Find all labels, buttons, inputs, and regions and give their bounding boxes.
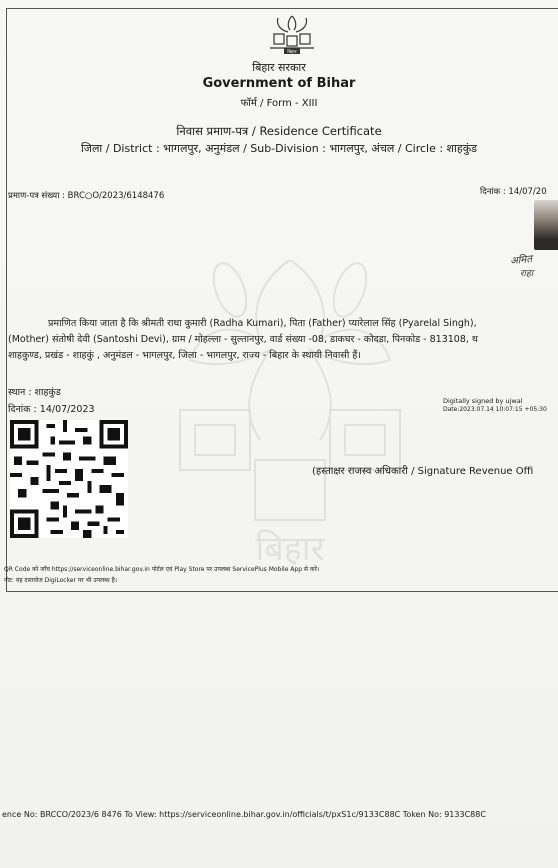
place-of-issue: स्थान : शाहकुंड (8, 387, 61, 398)
form-number: फॉर्म / Form - XIII (240, 98, 318, 109)
bihar-emblem-icon (268, 12, 316, 56)
bihar-watermark-icon (160, 240, 420, 580)
issue-date: दिनांक : 14/07/2023 (8, 404, 95, 415)
applicant-photo (534, 200, 558, 250)
body-line-1: प्रमाणित किया जाता है कि श्रीमती राधा कुमारी (Radha Kumari), पिता (Father) प्यारेलाल सिंह (Pyarelal Singh), (48, 318, 477, 329)
reference-footer: ence No: BRCCO/2023/6 8476 To View: https://serviceonline.bihar.gov.in/officials/t/pxS1c/9133C88C Token No: 9133C88C (2, 810, 486, 819)
watermark-label: बिहार (255, 529, 325, 569)
certificate-number: प्रमाण-पत्र संख्या : BRC○O/2023/6148476 (8, 191, 165, 201)
applicant-signature-2: राहा (520, 269, 534, 279)
certificate-date: दिनांक : 14/07/20 (480, 187, 547, 197)
body-line-3: शाहकुण्ड, प्रखंड - शाहकुं , अनुमंडल - भागलपुर, जिला - भागलपुर, राज्य - बिहार के स्थायी निवासी हैं। (8, 350, 361, 361)
district-line: जिला / District : भागलपुर, अनुमंडल / Sub-Division : भागलपुर, अंचल / Circle : शाहकुंड (80, 142, 478, 155)
applicant-signature-1: अमित (509, 253, 533, 268)
body-line-2: (Mother) संतोषी देवी (Santoshi Devi), ग्राम / मोहल्ला - सुल्तानपुर, वार्ड संख्या -08, डाकघर - कोदडा, पिनकोड - 813108, थ (8, 334, 479, 345)
header-hindi: बिहार सरकार (252, 61, 306, 74)
digital-signature-date: Date:2023.07.14 10:07:15 +05:30 (443, 406, 547, 413)
header-government: Government of Bihar (202, 76, 356, 91)
qr-code-icon (10, 420, 128, 538)
digital-signature-name: Digitally signed by ujwal (443, 397, 523, 405)
emblem-label: बिहार (287, 50, 297, 55)
digilocker-note: नोट: यह दस्तावेज DigiLocker पर भी उपलब्ध है। (4, 577, 118, 584)
certificate-title: निवास प्रमाण-पत्र / Residence Certificate (176, 124, 382, 138)
qr-verification-note: QR Code को जाँच https://serviceonline.bihar.gov.in पोर्टल एवं Play Store पर उपलब्ध ServicePlus Mobile App से करें। (4, 566, 320, 573)
signature-revenue-officer: (हस्ताक्षर राजस्व अधिकारी / Signature Revenue Offi (312, 466, 534, 477)
